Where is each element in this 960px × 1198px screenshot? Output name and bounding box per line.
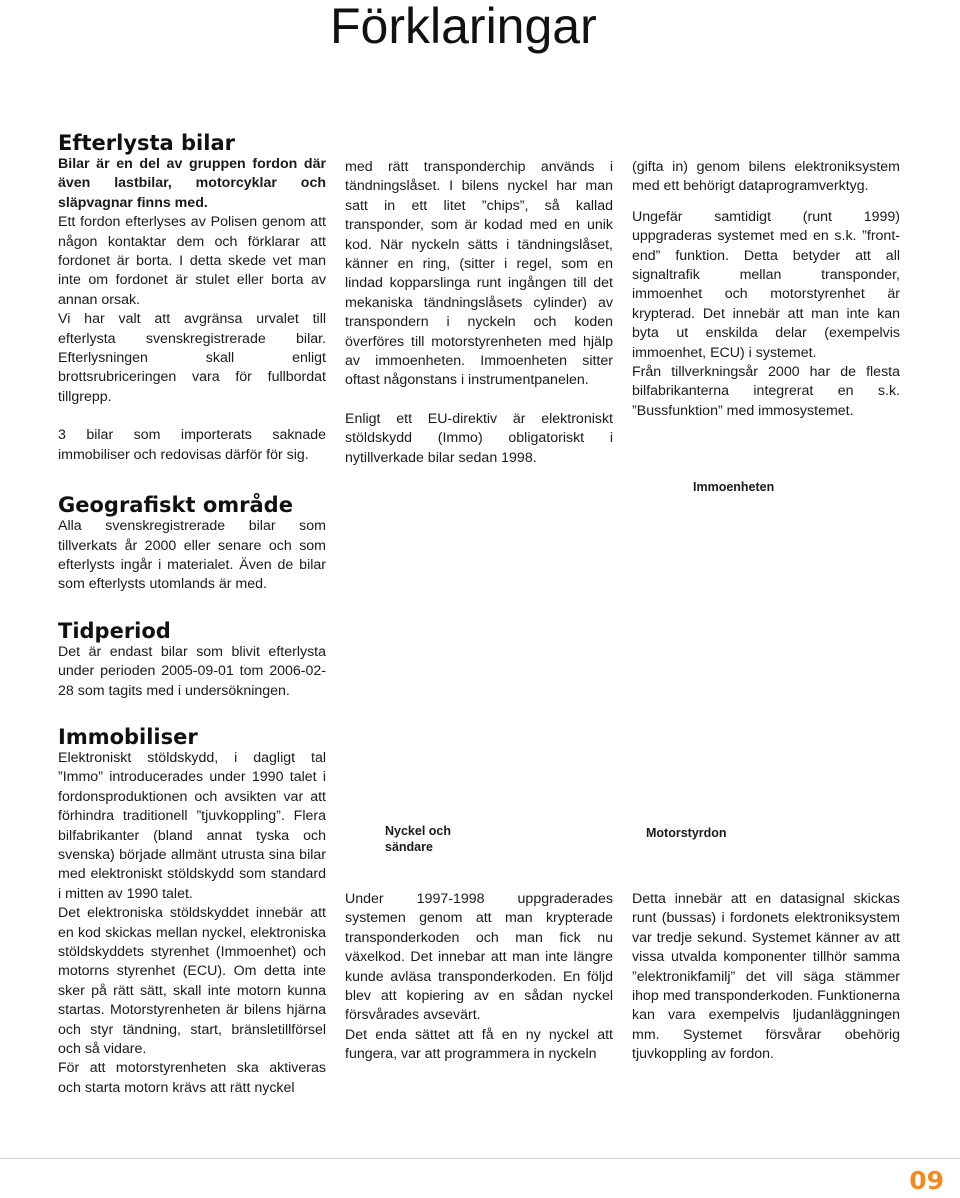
column-middle-bottom [345, 890, 613, 1065]
geografiskt-paragraph: Alla svenskregistrerade bilar som tillverkats år 2000 eller senare och som efterlysts ingår i materialet. Även de bilar som efterlysts utomlands är med. [58, 518, 326, 593]
heading-immobiliser: Immobiliser [58, 724, 198, 749]
efterlysta-lead: Bilar är en del av gruppen fordon där även lastbilar, motorcyklar och släpvagnar finns med. [58, 156, 326, 211]
page-title: Förklaringar [330, 0, 597, 54]
middle-paragraph-3: Under 1997-1998 uppgraderades systemen genom att man krypterade transponderkoden och man fick nu växelkod. Det innebar att man inte längre kunde avläsa transponderkoden. En följd blev att kopiering av en sådan nyckel försvårades avsevärt. [345, 891, 613, 1024]
heading-tidperiod: Tidperiod [58, 618, 171, 643]
footer-divider [0, 1158, 960, 1159]
label-nyckel-och-sandare: Nyckel och sändare [385, 824, 452, 854]
immobiliser-paragraph-2: Det elektroniska stöldskyddet innebär att en kod skickas mellan nyckel, elektroniska stöldskyddets styrenhet (Immoenhet) och motorns styrenhet (ECU). Om detta inte sker på rätt sätt, skall inte motorn kunna startas. Motorstyrenheten är bilens hjärna och styr tändning, start, bränsletillförsel och så vidare. [58, 905, 326, 1058]
middle-paragraph-2: Enligt ett EU-direktiv är elektroniskt stöldskydd (Immo) obligatoriskt i nytillverkade bilar sedan 1998. [345, 410, 613, 466]
column-middle-top [345, 158, 613, 468]
right-paragraph-2: Ungefär samtidigt (runt 1999) uppgraderas systemet med en s.k. ”front-end” funktion. Detta betyder att all signaltrafik mellan transponder, immoenhet och motorstyrenhet är krypterad. Det innebär att man inte kan byta ut enskilda delar (exempelvis immoenhet, ECU) i systemet. [632, 208, 900, 361]
tidperiod-paragraph: Det är endast bilar som blivit efterlysta under perioden 2005-09-01 tom 2006-02-28 som tagits med i undersökningen. [58, 643, 326, 699]
middle-paragraph-4: Det enda sättet att få en ny nyckel att fungera, var att programmera in nyckeln [345, 1026, 613, 1063]
column-right-top [632, 158, 900, 421]
efterlysta-paragraph-1: Ett fordon efterlyses av Polisen genom att någon kontaktar dem och förklarar att fordonet är borta. I detta skede vet man inte om fordonet är stulet eller borta av annan orsak. [58, 214, 326, 308]
label-immoenheten: Immoenheten [693, 480, 775, 494]
heading-efterlysta-bilar: Efterlysta bilar [58, 131, 235, 155]
immobiliser-paragraph-3: För att motorstyrenheten ska aktiveras och starta motorn krävs att rätt nyckel [58, 1060, 326, 1096]
right-paragraph-3: Från tillverkningsår 2000 har de flesta bilfabrikanterna integrerat en s.k. ”Bussfunktion” med immosystemet. [632, 364, 900, 419]
right-paragraph-1: (gifta in) genom bilens elektroniksystem med ett behörigt dataprogramverktyg. [632, 159, 900, 195]
efterlysta-paragraph-3: 3 bilar som importerats saknade immobiliser och redovisas därför för sig. [58, 427, 326, 463]
efterlysta-paragraph-2: Vi har valt att avgränsa urvalet till efterlysta svenskregistrerade bilar. Efterlysningen skall enligt brottsrubriceringen vara för fullbordat tillgrepp. [58, 311, 326, 405]
label-motorstyrdon: Motorstyrdon [646, 826, 727, 840]
column-right-bottom [632, 890, 900, 1065]
column-left [58, 131, 326, 1098]
right-paragraph-4: Detta innebär att en datasignal skickas runt (bussas) i fordonets elektroniksystem var tredje sekund. Systemet känner av att vissa utvalda komponenter tillhör samma ”elektronikfamilj” det vill säga stämmer ihop med transponderkoden. Funktionerna kan vara exempelvis ljudanläggningen mm. Systemet försvårar obehörig tjuvkoppling av fordon. [632, 891, 900, 1063]
middle-paragraph-1: med rätt transponderchip används i tändningslåset. I bilens nyckel har man satt in ett litet ”chips”, så kallad transponder, som är kodad med en unik kod. När nyckeln sätts i tändningslåset, känner en ring, (sitter i regel, som en lindad kopparslinga runt ingången till det mekaniska tändningslåsets cylinder) av transpondern i nyckeln och koden överföres till motorstyrenheten med hjälp av immoenheten. Immoenheten sitter oftast någonstans i instrumentpanelen. [345, 159, 613, 389]
heading-geografiskt-omrade: Geografiskt område [58, 493, 293, 518]
page-number: 09 [909, 1166, 944, 1195]
immobiliser-paragraph-1: Elektroniskt stöldskydd, i dagligt tal ”Immo” introducerades under 1990 talet i fordonsproduktionen och avsikten var att förhindra traditionell ”tjuvkoppling”. Flera bilfabrikanter (bland annat tyska och svenska) började allmänt utrusta sina bilar med elektroniskt stöldskydd som standard i mitten av 1990 talet. [58, 749, 326, 902]
